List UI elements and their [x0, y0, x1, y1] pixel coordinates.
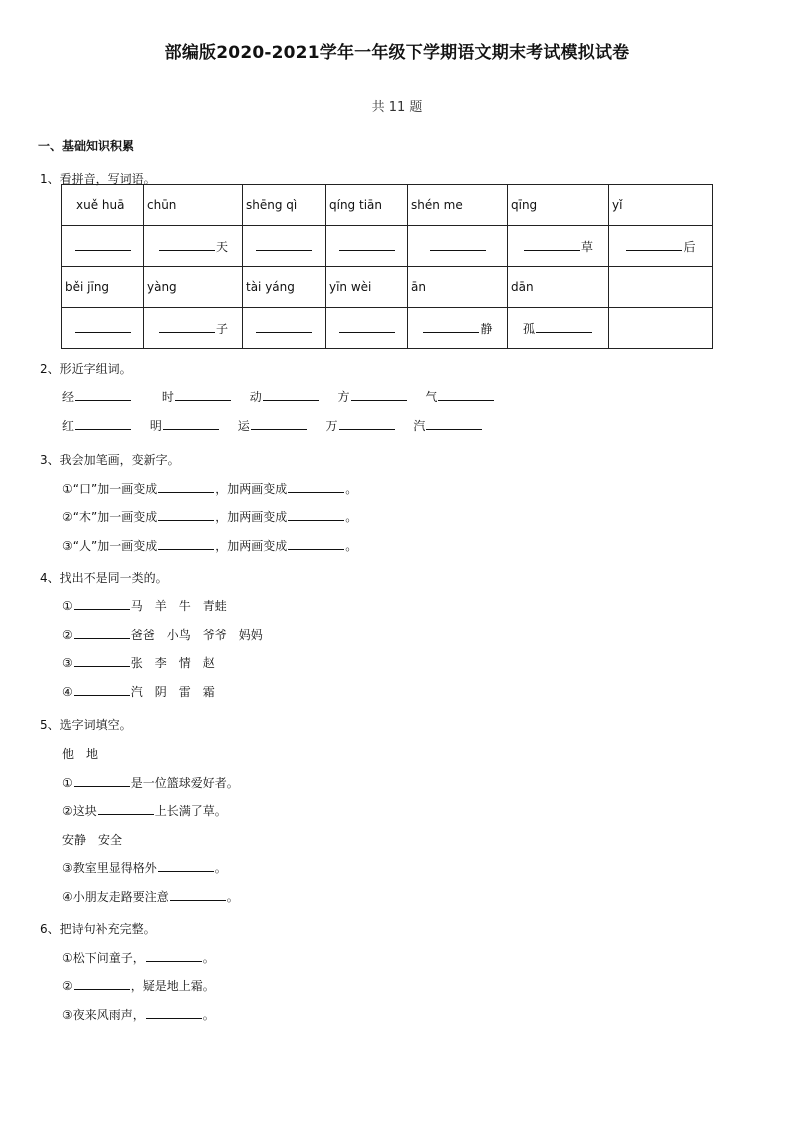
answer-blank[interactable]	[98, 802, 154, 815]
poem-line: ③夜来风雨声， 。	[62, 1008, 215, 1022]
answer-blank[interactable]	[146, 1006, 202, 1019]
answer-cell[interactable]: 天	[144, 226, 243, 267]
answer-cell[interactable]: 静	[408, 308, 508, 349]
answer-blank[interactable]	[426, 417, 482, 430]
question-2-label: 2、形近字组词。	[40, 362, 132, 376]
answer-cell[interactable]	[62, 308, 144, 349]
pinyin-table	[61, 184, 713, 349]
answer-cell[interactable]: 子	[144, 308, 243, 349]
fill-sentence: ④小朋友走路要注意 。	[62, 890, 239, 904]
answer-blank[interactable]	[438, 388, 494, 401]
answer-blank[interactable]	[75, 417, 131, 430]
pinyin-cell: shén me	[408, 185, 508, 226]
answer-blank[interactable]	[158, 508, 214, 521]
answer-blank[interactable]	[339, 417, 395, 430]
pinyin-cell: tài yáng	[243, 267, 326, 308]
answer-blank[interactable]	[146, 949, 202, 962]
answer-blank[interactable]	[74, 683, 130, 696]
fill-sentence: ②这块 上长满了草。	[62, 804, 227, 818]
answer-blank[interactable]	[175, 388, 231, 401]
answer-cell[interactable]	[326, 226, 408, 267]
pinyin-cell: qíng tiān	[326, 185, 408, 226]
odd-one-out-item: ④ 汽 阴 雷 霜	[62, 685, 215, 699]
fill-sentence: ① 是一位篮球爱好者。	[62, 776, 239, 790]
answer-blank[interactable]	[75, 388, 131, 401]
answer-cell[interactable]: 草	[508, 226, 609, 267]
question-count: 共 11 题	[371, 100, 423, 115]
answer-row-1	[62, 226, 713, 267]
answer-blank[interactable]	[158, 480, 214, 493]
pinyin-cell: ān	[408, 267, 508, 308]
pinyin-cell	[609, 267, 713, 308]
answer-cell[interactable]	[62, 226, 144, 267]
stroke-item: ①“口”加一画变成 ，加两画变成 。	[62, 482, 358, 496]
answer-blank[interactable]	[288, 480, 344, 493]
odd-one-out-item: ① 马 羊 牛 青蛙	[62, 599, 227, 613]
answer-blank[interactable]	[158, 537, 214, 550]
page-title: 部编版2020-2021学年一年级下学期语文期末考试模拟试卷	[164, 43, 630, 63]
answer-cell	[609, 308, 713, 349]
pinyin-cell: qīng	[508, 185, 609, 226]
pinyin-cell: běi jīng	[62, 267, 144, 308]
answer-blank[interactable]	[288, 508, 344, 521]
answer-blank[interactable]	[288, 537, 344, 550]
poem-line: ② ，疑是地上霜。	[62, 979, 215, 993]
answer-blank[interactable]	[74, 654, 130, 667]
pinyin-row-1	[62, 185, 713, 226]
answer-blank[interactable]	[74, 597, 130, 610]
answer-blank[interactable]	[170, 888, 226, 901]
pinyin-cell: shēng qì	[243, 185, 326, 226]
pinyin-row-2	[62, 267, 713, 308]
question-3-label: 3、我会加笔画，变新字。	[40, 453, 180, 467]
answer-blank[interactable]	[158, 859, 214, 872]
answer-blank[interactable]	[351, 388, 407, 401]
pinyin-cell: yǐ	[609, 185, 713, 226]
answer-blank[interactable]	[74, 626, 130, 639]
answer-blank[interactable]	[263, 388, 319, 401]
question-1-label: 1、看拼音，写词语。	[40, 172, 156, 186]
answer-cell[interactable]: 孤	[508, 308, 609, 349]
pinyin-cell: yàng	[144, 267, 243, 308]
answer-blank[interactable]	[74, 774, 130, 787]
answer-blank[interactable]	[74, 977, 130, 990]
poem-line: ①松下问童子， 。	[62, 951, 215, 965]
answer-blank[interactable]	[163, 417, 219, 430]
odd-one-out-item: ② 爸爸 小鸟 爷爷 妈妈	[62, 628, 263, 642]
pinyin-cell: yīn wèi	[326, 267, 408, 308]
question-5-label: 5、选字词填空。	[40, 718, 132, 732]
fill-sentence: ③教室里显得格外 。	[62, 861, 227, 875]
word-choices-2: 安静 安全	[62, 833, 123, 847]
answer-cell[interactable]	[326, 308, 408, 349]
answer-cell[interactable]	[243, 226, 326, 267]
odd-one-out-item: ③ 张 李 情 赵	[62, 656, 215, 670]
stroke-item: ②“木”加一画变成 ，加两画变成 。	[62, 510, 358, 524]
pinyin-cell: chūn	[144, 185, 243, 226]
question-6-label: 6、把诗句补充完整。	[40, 922, 156, 936]
word-group-row-1: 经 时 动 方 气	[62, 388, 495, 405]
answer-cell[interactable]	[243, 308, 326, 349]
pinyin-cell: dān	[508, 267, 609, 308]
section-heading: 一、基础知识积累	[38, 139, 135, 153]
word-choices-1: 他 地	[62, 747, 99, 761]
answer-blank[interactable]	[251, 417, 307, 430]
word-group-row-2: 红 明 运 万 汽	[62, 417, 483, 434]
question-4-label: 4、找出不是同一类的。	[40, 571, 168, 585]
stroke-item: ③“人”加一画变成 ，加两画变成 。	[62, 539, 358, 553]
pinyin-cell: xuě huā	[62, 185, 144, 226]
answer-row-2	[62, 308, 713, 349]
answer-cell[interactable]: 后	[609, 226, 713, 267]
answer-cell[interactable]	[408, 226, 508, 267]
